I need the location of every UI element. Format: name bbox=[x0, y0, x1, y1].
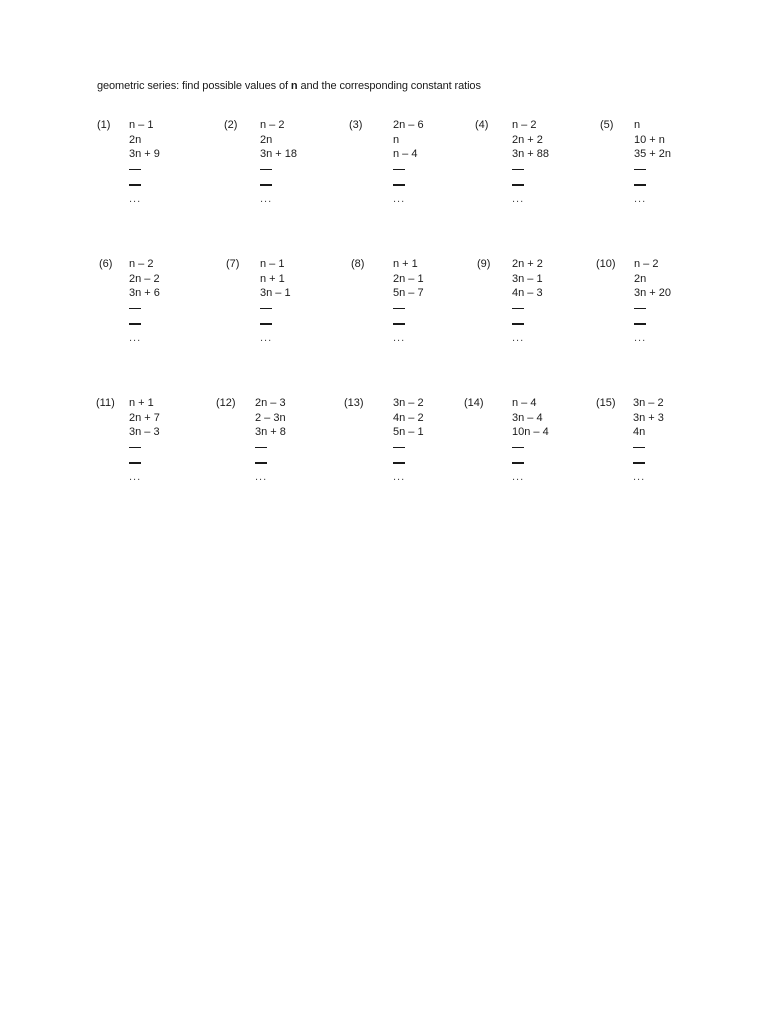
ellipsis: ... bbox=[512, 192, 525, 205]
term: 3n + 3 bbox=[633, 411, 664, 424]
term: 3n + 88 bbox=[512, 148, 550, 160]
term: 2n – 6 bbox=[393, 119, 424, 131]
term: 2 – 3n bbox=[255, 411, 286, 424]
sequence-terms bbox=[512, 396, 549, 483]
ellipsis: ... bbox=[129, 192, 142, 205]
blank-line bbox=[512, 162, 549, 178]
term: 3n – 2 bbox=[633, 397, 664, 409]
blank-line bbox=[634, 301, 671, 317]
term: n – 4 bbox=[512, 397, 537, 409]
problem-number: (12) bbox=[216, 397, 236, 409]
sequence-terms bbox=[255, 396, 286, 483]
blank-line bbox=[512, 177, 549, 193]
sequence-terms bbox=[634, 257, 671, 344]
term: n bbox=[634, 119, 641, 131]
blank-line bbox=[393, 440, 424, 456]
sequence-terms bbox=[129, 396, 160, 483]
term: n – 1 bbox=[260, 258, 285, 270]
title-text-end: and the corresponding constant ratios bbox=[297, 80, 481, 92]
term: n – 1 bbox=[129, 119, 154, 131]
term: 35 + 2n bbox=[634, 148, 672, 160]
sequence-terms bbox=[260, 118, 297, 205]
sequence-terms bbox=[633, 396, 664, 483]
term: 3n – 1 bbox=[260, 287, 291, 299]
blank-line bbox=[260, 162, 297, 178]
sequence-terms bbox=[512, 257, 543, 344]
blank-line bbox=[512, 301, 543, 317]
blank-line bbox=[393, 301, 424, 317]
ellipsis: ... bbox=[634, 331, 647, 344]
ellipsis: ... bbox=[512, 470, 525, 483]
term: 2n + 2 bbox=[512, 258, 543, 270]
term: 4n – 2 bbox=[393, 411, 424, 424]
term: 3n + 8 bbox=[255, 426, 286, 438]
ellipsis: ... bbox=[260, 192, 273, 205]
blank-line bbox=[512, 316, 543, 332]
problem-number: (1) bbox=[97, 119, 111, 131]
sequence-terms bbox=[260, 257, 291, 344]
term: 2n – 1 bbox=[393, 272, 424, 285]
term: 3n – 1 bbox=[512, 272, 543, 285]
problem-number: (11) bbox=[96, 397, 115, 409]
ellipsis: ... bbox=[255, 470, 268, 483]
blank-line bbox=[633, 440, 664, 456]
ellipsis: ... bbox=[129, 470, 142, 483]
blank-line bbox=[393, 455, 424, 471]
term: 2n – 2 bbox=[129, 272, 160, 285]
sequence-terms bbox=[634, 118, 671, 205]
problem-number: (8) bbox=[351, 258, 365, 270]
ellipsis: ... bbox=[634, 192, 647, 205]
term: 2n – 3 bbox=[255, 397, 286, 409]
term: 2n bbox=[129, 133, 142, 146]
problem-number: (15) bbox=[596, 397, 616, 409]
term: 3n + 20 bbox=[634, 287, 672, 299]
term: n bbox=[393, 133, 400, 146]
term: n + 1 bbox=[260, 272, 285, 285]
problem-number: (3) bbox=[349, 119, 363, 131]
sequence-terms bbox=[512, 118, 549, 205]
term: 2n + 7 bbox=[129, 411, 160, 424]
blank-line bbox=[129, 162, 160, 178]
problem-number: (5) bbox=[600, 119, 614, 131]
term: 3n – 4 bbox=[512, 411, 543, 424]
blank-line bbox=[512, 455, 549, 471]
blank-line bbox=[633, 455, 664, 471]
term: n – 4 bbox=[393, 148, 418, 160]
sequence-terms bbox=[393, 396, 424, 483]
sequence-terms bbox=[393, 118, 424, 205]
term: n + 1 bbox=[393, 258, 418, 270]
blank-line bbox=[255, 455, 286, 471]
term: 2n bbox=[634, 272, 647, 285]
blank-line bbox=[634, 177, 671, 193]
problem-number: (4) bbox=[475, 119, 489, 131]
blank-line bbox=[129, 440, 160, 456]
blank-line bbox=[129, 301, 160, 317]
term: n – 2 bbox=[129, 258, 154, 270]
blank-line bbox=[393, 316, 424, 332]
term: 3n + 9 bbox=[129, 148, 160, 160]
problem-number: (9) bbox=[477, 258, 491, 270]
term: n – 2 bbox=[260, 119, 285, 131]
term: 3n + 18 bbox=[260, 148, 298, 160]
blank-line bbox=[260, 316, 291, 332]
blank-line bbox=[129, 455, 160, 471]
problem-number: (7) bbox=[226, 258, 240, 270]
term: 3n – 2 bbox=[393, 397, 424, 409]
term: 4n bbox=[633, 426, 646, 438]
sequence-terms bbox=[129, 118, 160, 205]
ellipsis: ... bbox=[129, 331, 142, 344]
blank-line bbox=[129, 316, 160, 332]
page-title bbox=[97, 80, 481, 92]
ellipsis: ... bbox=[393, 470, 406, 483]
term: 2n + 2 bbox=[512, 133, 543, 146]
blank-line bbox=[255, 440, 286, 456]
term: n – 2 bbox=[634, 258, 659, 270]
term: n – 2 bbox=[512, 119, 537, 131]
problem-number: (14) bbox=[464, 397, 484, 409]
term: 5n – 7 bbox=[393, 287, 424, 299]
sequence-terms bbox=[129, 257, 160, 344]
sequence-terms bbox=[393, 257, 424, 344]
term: 4n – 3 bbox=[512, 287, 543, 299]
term: n + 1 bbox=[129, 397, 154, 409]
ellipsis: ... bbox=[393, 192, 406, 205]
ellipsis: ... bbox=[260, 331, 273, 344]
blank-line bbox=[634, 316, 671, 332]
term: 5n – 1 bbox=[393, 426, 424, 438]
term: 3n – 3 bbox=[129, 426, 160, 438]
blank-line bbox=[512, 440, 549, 456]
blank-line bbox=[393, 177, 424, 193]
problem-number: (13) bbox=[344, 397, 364, 409]
title-variable: n bbox=[290, 80, 298, 92]
blank-line bbox=[634, 162, 671, 178]
problem-number: (2) bbox=[224, 119, 238, 131]
problem-number: (6) bbox=[99, 258, 113, 270]
blank-line bbox=[260, 177, 297, 193]
term: 10 + n bbox=[634, 133, 665, 146]
term: 3n + 6 bbox=[129, 287, 160, 299]
term: 2n bbox=[260, 133, 273, 146]
blank-line bbox=[393, 162, 424, 178]
problem-number: (10) bbox=[596, 258, 616, 270]
ellipsis: ... bbox=[393, 331, 406, 344]
blank-line bbox=[129, 177, 160, 193]
blank-line bbox=[260, 301, 291, 317]
ellipsis: ... bbox=[633, 470, 646, 483]
ellipsis: ... bbox=[512, 331, 525, 344]
term: 10n – 4 bbox=[512, 426, 549, 438]
title-text: geometric series: find possible values of bbox=[97, 80, 291, 92]
